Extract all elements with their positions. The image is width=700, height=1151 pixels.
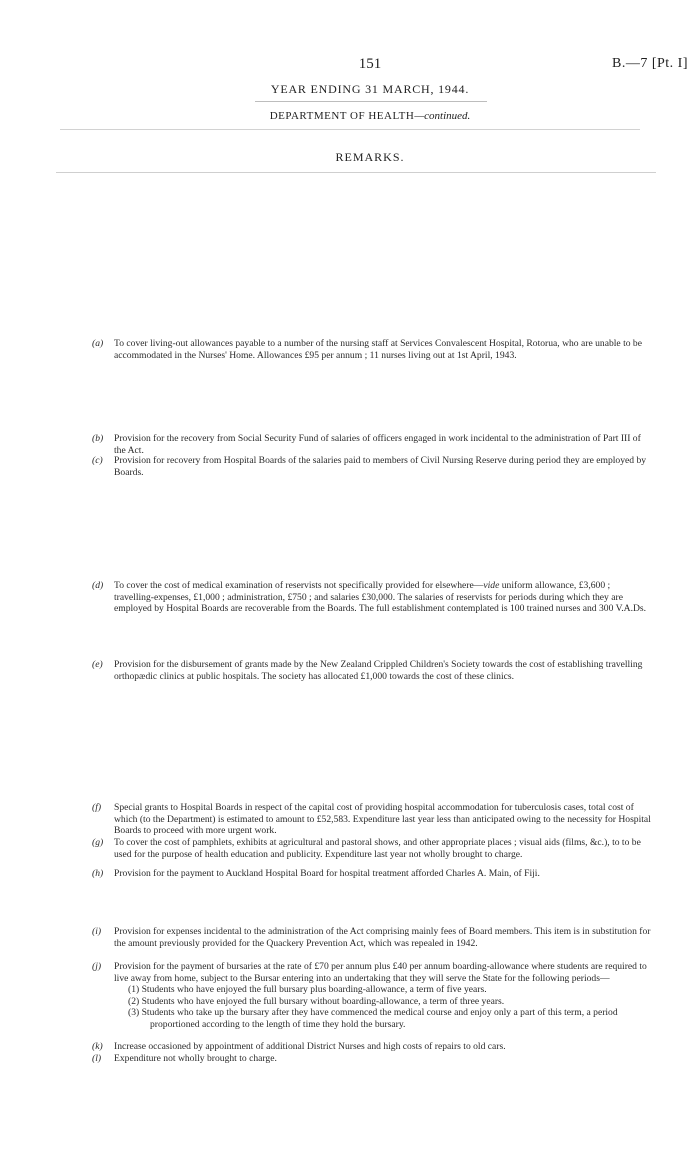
remark-l bbox=[92, 1053, 652, 1065]
remark-i bbox=[92, 926, 652, 949]
remark-label: (a) bbox=[92, 338, 104, 349]
remarks-heading: REMARKS. bbox=[335, 150, 405, 164]
remark-label: (f) bbox=[92, 802, 102, 813]
remark-label: (i) bbox=[92, 926, 102, 937]
remark-label: (g) bbox=[92, 837, 104, 848]
remark-text: Expenditure not wholly brought to charge. bbox=[114, 1053, 277, 1064]
remark-text: Provision for recovery from Hospital Boards of the salaries paid to members of Civil Nursing Reserve during period they are employed by Boards. bbox=[114, 455, 647, 478]
remark-a bbox=[92, 338, 652, 361]
remark-text: Increase occasioned by appointment of additional District Nurses and high costs of repairs to old cars. bbox=[114, 1041, 506, 1052]
remark-b bbox=[92, 433, 652, 456]
remark-label: (d) bbox=[92, 580, 104, 591]
remark-j bbox=[92, 961, 652, 1030]
remark-text: Special grants to Hospital Boards in respect of the capital cost of providing hospital accommodation for tuberculosis cases, total cost of which (to the Department) is estimated to amount to £52,583. Expenditure last year less than anticipated owing to the necessity for Hospital Boards to proceed with more urgent work. bbox=[114, 802, 651, 836]
department-heading bbox=[0, 110, 700, 122]
divider bbox=[56, 172, 656, 173]
remark-f bbox=[92, 802, 652, 837]
remark-c bbox=[92, 455, 652, 478]
remark-text: Provision for expenses incidental to the administration of the Act comprising mainly fees of Board members. This item is in substitution for the amount previously provided for the Quackery Prevention Act, which was repealed in 1942. bbox=[114, 926, 651, 949]
remark-label: (c) bbox=[92, 455, 103, 466]
remark-sub-item: (1) Students who have enjoyed the full bursary plus boarding-allowance, a term of five years. bbox=[128, 984, 487, 995]
remark-text: To cover the cost of pamphlets, exhibits at agricultural and pastoral shows, and other appropriate places ; visual aids (films, &c.), to to be used for the purpose of health education and publicity. Expenditure last year not wholly brought to charge. bbox=[114, 837, 641, 860]
remark-h bbox=[92, 868, 652, 880]
remark-e bbox=[92, 659, 652, 682]
page-number: 151 bbox=[358, 56, 382, 72]
remark-text-continued: uniform allowance, £3,600 ; travelling-expenses, £1,000 ; administration, £750 ; and salaries £30,000. The salaries of reservists for periods during which they are employed by Hospital Boards are recoverable from the Boards. The full establishment contemplated is 100 trained nurses and 300 V.A.Ds. bbox=[114, 580, 647, 614]
remark-text: Provision for the payment to Auckland Hospital Board for hospital treatment afforded Charles A. Main, of Fiji. bbox=[114, 868, 540, 879]
remark-text: To cover the cost of medical examination of reservists not specifically provided for elsewhere— bbox=[114, 580, 484, 591]
remark-sub-item: (2) Students who have enjoyed the full bursary without boarding-allowance, a term of three years. bbox=[128, 995, 505, 1007]
remark-g bbox=[92, 837, 652, 860]
remark-label: (j) bbox=[92, 961, 102, 972]
remark-label: (e) bbox=[92, 659, 103, 670]
remark-label: (h) bbox=[92, 868, 104, 879]
remark-sub-item: (3) Students who take up the bursary after they have commenced the medical course and enjoy only a part of this term, a period proportioned according to the length of time they hold the bursary. bbox=[128, 1007, 618, 1030]
divider bbox=[255, 101, 487, 102]
remark-text: Provision for the payment of bursaries at the rate of £70 per annum plus £40 per annum boarding-allowance where students are required to live away from home, subject to the Bursar entering into an undertaking that they will serve the State for the following periods— bbox=[114, 961, 647, 984]
remark-label: (l) bbox=[92, 1053, 102, 1064]
divider bbox=[60, 129, 640, 130]
remark-d bbox=[92, 580, 652, 615]
remark-vide: vide bbox=[483, 580, 500, 591]
remark-text: Provision for the disbursement of grants made by the New Zealand Crippled Children's Society towards the cost of establishing travelling orthopædic clinics at public hospitals. The society has allocated £1,000 towards the cost of these clinics. bbox=[114, 659, 643, 682]
department-name: DEPARTMENT OF HEALTH bbox=[269, 110, 415, 122]
remark-label: (k) bbox=[92, 1041, 103, 1052]
remark-label: (b) bbox=[92, 433, 104, 444]
remark-k bbox=[92, 1041, 652, 1053]
document-reference: B.—7 [Pt. I] bbox=[612, 56, 688, 71]
remark-text: Provision for the recovery from Social Security Fund of salaries of officers engaged in work incidental to the administration of Part III of the Act. bbox=[114, 433, 641, 456]
department-continued: —continued. bbox=[414, 110, 471, 122]
year-heading: YEAR ENDING 31 MARCH, 1944. bbox=[270, 82, 470, 96]
remark-text: To cover living-out allowances payable to a number of the nursing staff at Services Convalescent Hospital, Rotorua, who are unable to be accommodated in the Nurses' Home. Allowances £95 per annum ; 11 nurses living out at 1st April, 1943. bbox=[114, 338, 642, 361]
